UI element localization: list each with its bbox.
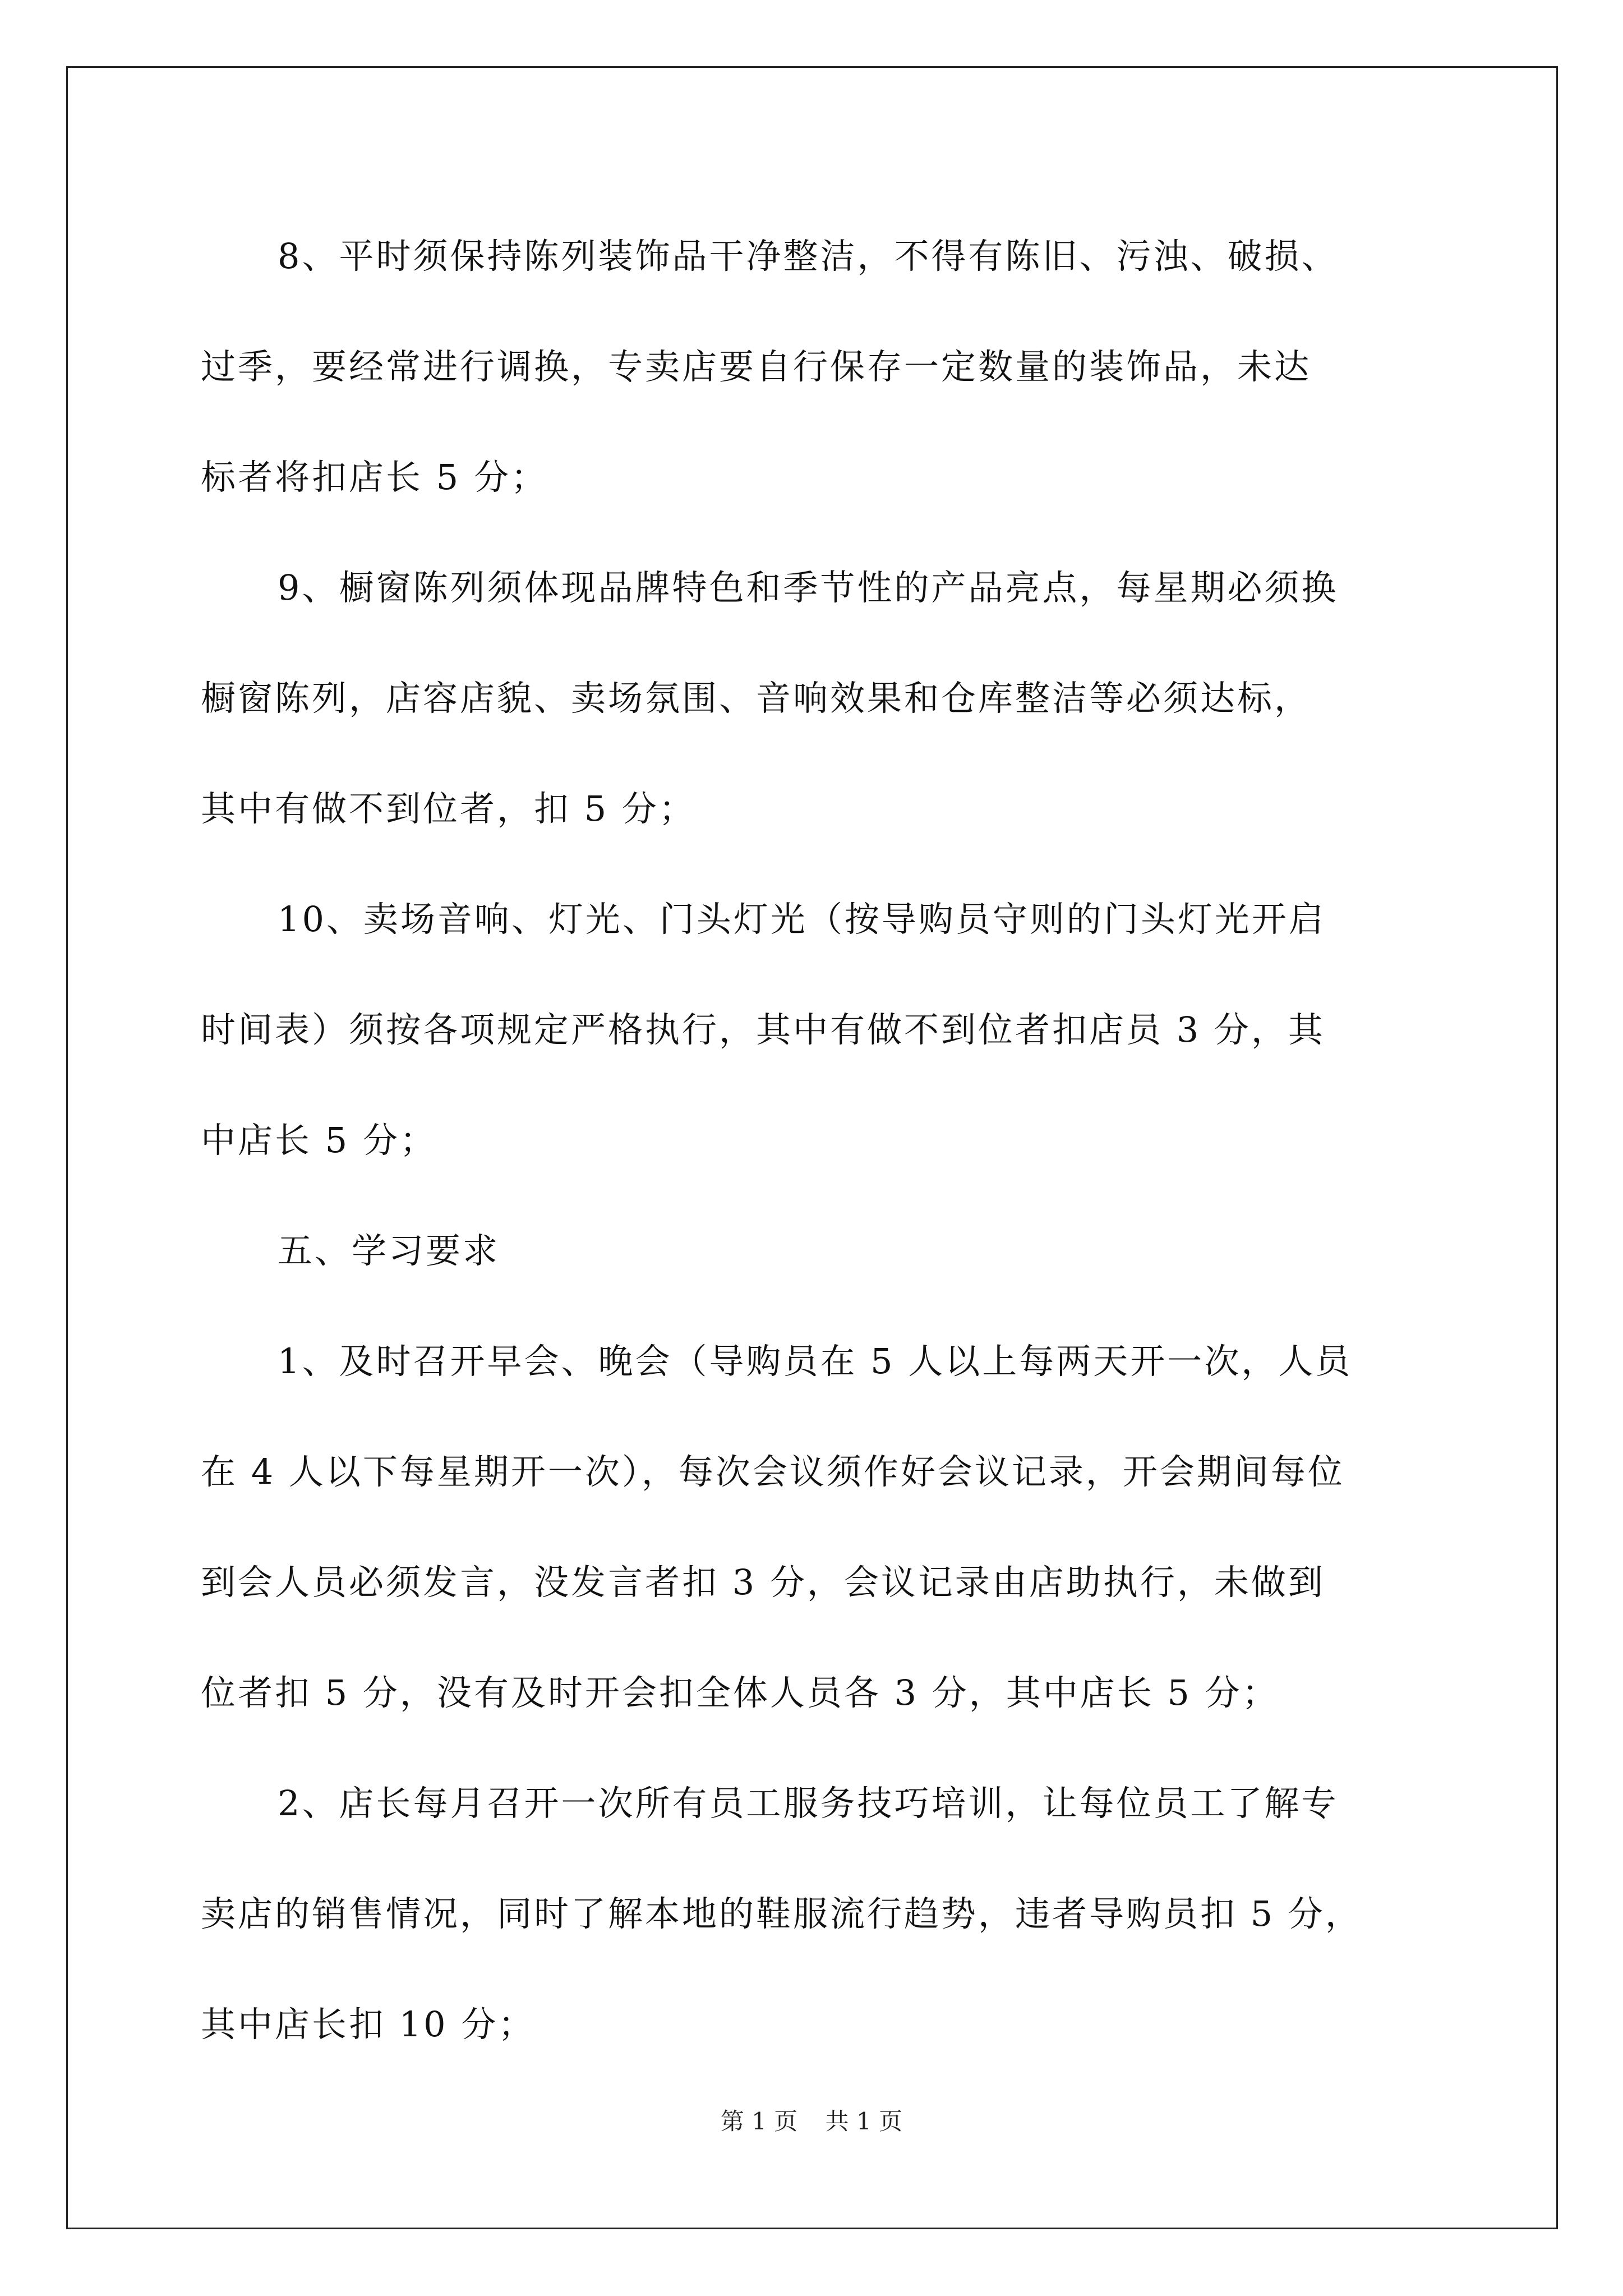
text-line: 其中店长扣 10 分； <box>201 2004 536 2045</box>
document-body <box>201 201 1440 2079</box>
text-line: 10、卖场音响、灯光、门头灯光（按导购员守则的门头灯光开启 <box>278 899 1326 940</box>
text-line: 橱窗陈列，店容店貌、卖场氛围、音响效果和仓库整洁等必须达标， <box>201 678 1312 719</box>
text-line: 8、平时须保持陈列装饰品干净整洁，不得有陈旧、污浊、破损、 <box>278 236 1339 277</box>
page-number: 第 1 页 <box>720 2108 798 2135</box>
text-line: 卖店的销售情况，同时了解本地的鞋服流行趋势，违者导购员扣 5 分， <box>201 1893 1362 1934</box>
text-line: 过季，要经常进行调换，专卖店要自行保存一定数量的装饰品，未达 <box>201 346 1312 387</box>
text-line: 1、及时召开早会、晚会（导购员在 5 人以上每两天开一次，人员 <box>278 1341 1353 1382</box>
text-line: 时间表）须按各项规定严格执行，其中有做不到位者扣店员 3 分，其 <box>201 1009 1325 1050</box>
page-total: 共 1 页 <box>825 2108 903 2135</box>
text-line: 2、店长每月召开一次所有员工服务技巧培训，让每位员工了解专 <box>278 1783 1339 1824</box>
text-line: 标者将扣店长 5 分； <box>201 457 548 498</box>
section-heading: 五、学习要求 <box>278 1230 500 1271</box>
text-line: 9、橱窗陈列须体现品牌特色和季节性的产品亮点，每星期必须换 <box>278 567 1339 608</box>
text-line: 位者扣 5 分，没有及时开会扣全体人员各 3 分，其中店长 5 分； <box>201 1672 1279 1713</box>
text-line: 在 4 人以下每星期开一次），每次会议须作好会议记录，开会期间每位 <box>201 1451 1345 1492</box>
page-footer <box>0 2105 1623 2138</box>
text-line: 到会人员必须发言，没发言者扣 3 分，会议记录由店助执行，未做到 <box>201 1562 1325 1603</box>
text-line: 其中有做不到位者，扣 5 分； <box>201 788 696 829</box>
text-line: 中店长 5 分； <box>201 1120 437 1161</box>
